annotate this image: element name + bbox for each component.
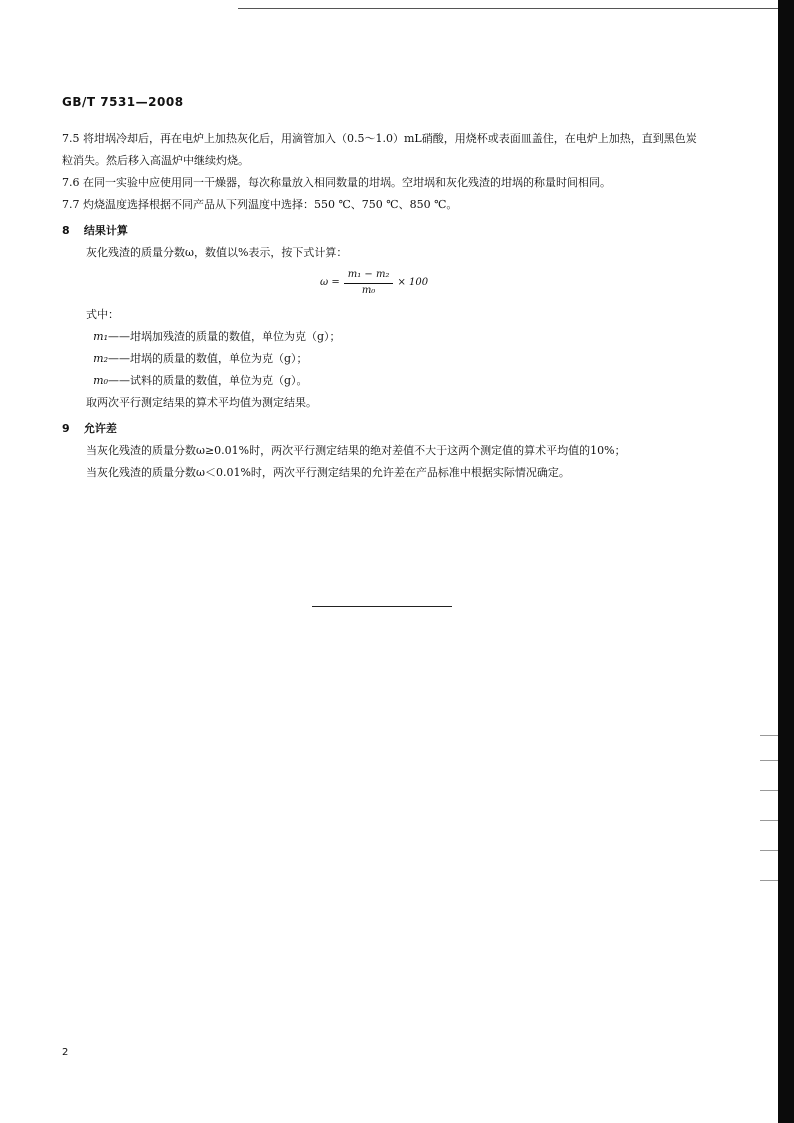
- formula-numerator: m₁ − m₂: [344, 268, 394, 284]
- formula-denominator: m₀: [361, 285, 376, 296]
- formula: [62, 264, 702, 304]
- section-title: 结果计算: [83, 224, 128, 237]
- section-number: 8: [62, 224, 70, 237]
- section-title: 允许差: [83, 422, 117, 435]
- document-body: [62, 128, 702, 484]
- formula-fraction: [344, 268, 394, 298]
- variable-symbol: m₂: [93, 352, 108, 365]
- variable-symbol: m₁: [93, 330, 108, 343]
- formula-multiplier: × 100: [397, 277, 429, 288]
- section-8-heading: [62, 220, 702, 242]
- end-of-text-rule: [312, 606, 452, 607]
- scan-mark: [760, 880, 778, 881]
- tolerance-clause-2: 当灰化残渣的质量分数ω＜0.01%时，两次平行测定结果的允许差在产品标准中根据实际情况确定。: [86, 466, 570, 479]
- variable-description: ——坩埚的质量的数值，单位为克（g）；: [108, 352, 308, 365]
- calculation-intro: 灰化残渣的质量分数ω，数值以%表示，按下式计算：: [86, 246, 348, 259]
- clause-7-6: 7.6 在同一实验中应使用同一干燥器，每次称量放入相同数量的坩埚。空坩埚和灰化残渣的坩埚的称量时间相同。: [62, 176, 611, 189]
- clause-7-5: 7.5 将坩埚冷却后，再在电炉上加热灰化后，用滴管加入（0.5～1.0）mL硝酸，用烧杯或表面皿盖住，在电炉上加热，直到黑色炭粒消失。然后移入高温炉中继续灼烧。: [62, 132, 697, 167]
- clause-7-7: 7.7 灼烧温度选择根据不同产品从下列温度中选择：550 ℃、750 ℃、850 ℃。: [62, 198, 458, 211]
- where-label: 式中：: [86, 308, 119, 321]
- formula-lhs: ω =: [320, 277, 340, 288]
- scan-mark: [760, 760, 778, 761]
- variable-description: ——试料的质量的数值，单位为克（g）。: [108, 374, 308, 387]
- scan-edge-bar: [778, 0, 794, 1123]
- variable-definition: [62, 326, 702, 348]
- top-border-rule: [238, 8, 786, 9]
- variable-symbol: m₀: [93, 374, 108, 387]
- result-statement: 取两次平行测定结果的算术平均值为测定结果。: [86, 396, 317, 409]
- page-number: 2: [62, 1047, 69, 1058]
- scan-mark: [760, 820, 778, 821]
- section-9-heading: [62, 418, 702, 440]
- variable-definition: [62, 370, 702, 392]
- tolerance-clause-1: 当灰化残渣的质量分数ω≥0.01%时，两次平行测定结果的绝对差值不大于这两个测定值的算术平均值的10%；: [86, 444, 626, 457]
- section-number: 9: [62, 422, 70, 435]
- standard-number: GB/T 7531—2008: [62, 95, 184, 109]
- variable-definition: [62, 348, 702, 370]
- scan-mark: [760, 850, 778, 851]
- scan-mark: [760, 735, 778, 736]
- variable-description: ——坩埚加残渣的质量的数值，单位为克（g）；: [108, 330, 341, 343]
- scan-mark: [760, 790, 778, 791]
